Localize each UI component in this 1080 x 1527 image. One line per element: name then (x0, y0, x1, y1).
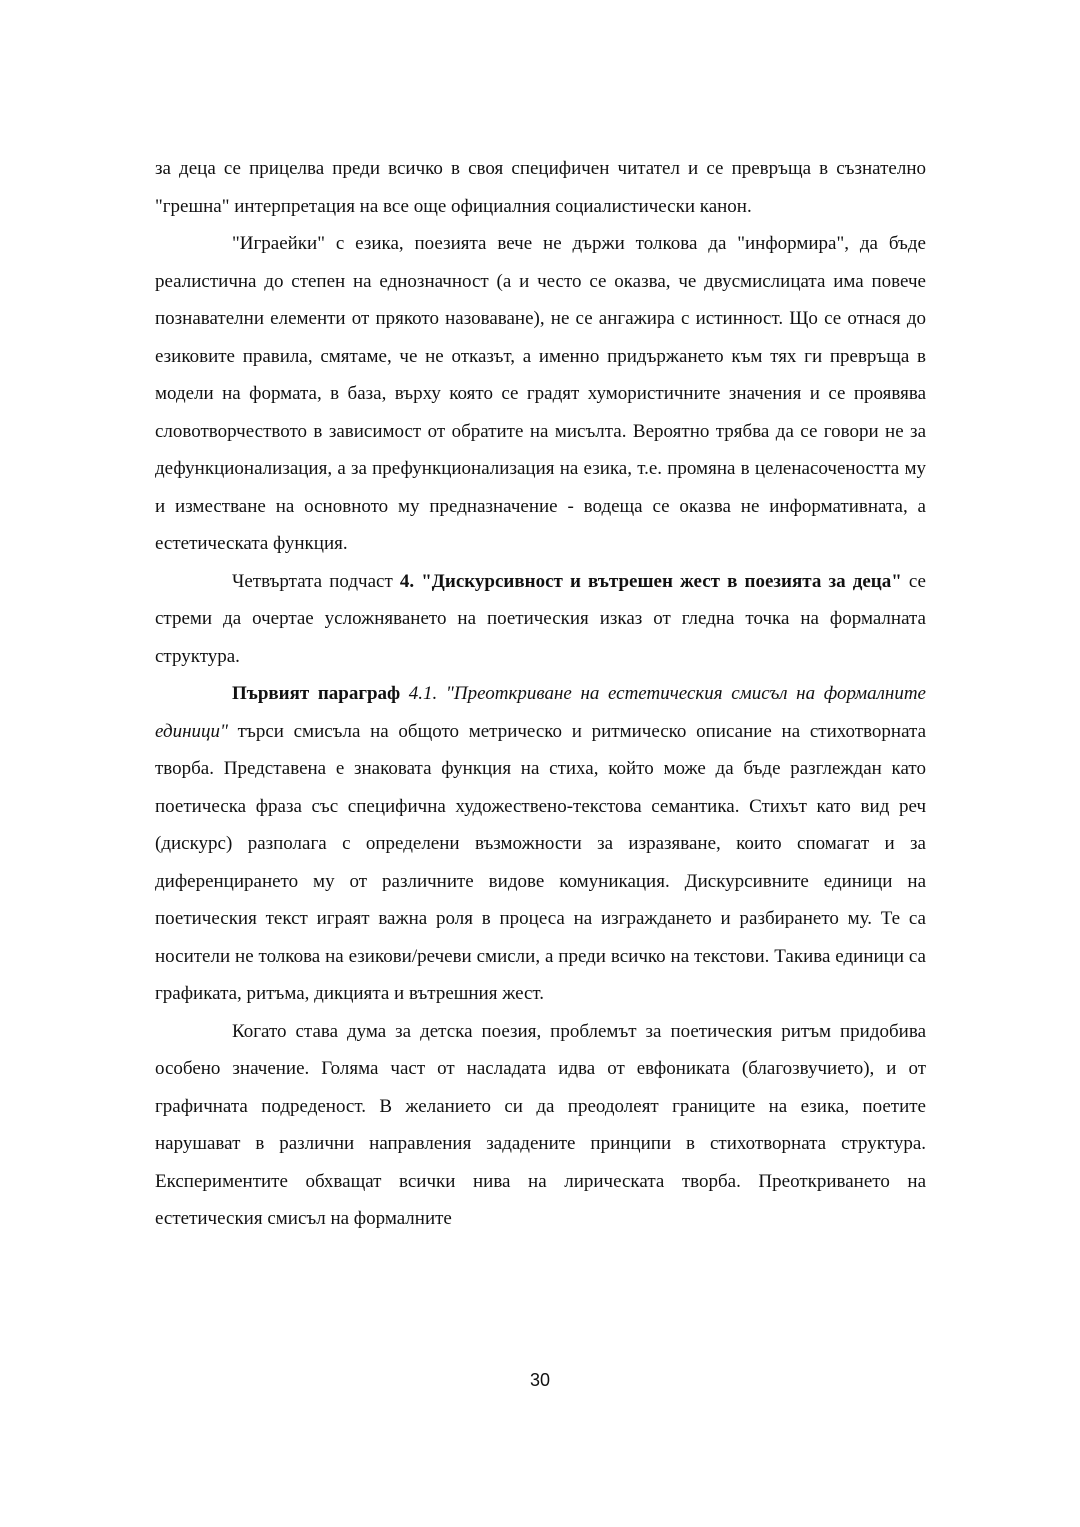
paragraph-first-section-rest: търси смисъла на общото метрическо и ритмическо описание на стихотворната творба. Представена е знаковата функция на стиха, който може да бъде разглеждан като поетическа фраза със специфична художествено-текстова семантика. Стихът като вид реч (дискурс) разполага с определени възможности за изразяване, които спомагат и за диференцирането му от различните видове комуникация. Дискурсивните единици на поетическия текст играят важна роля в процеса на изграждането и разбирането му. Те са носители не толкова на езикови/речеви смисли, а преди всичко на текстови. Такива единици са графиката, ритъма, дикцията и вътрешния жест. (155, 720, 926, 1004)
page-number: 30 (529, 1370, 551, 1390)
paragraph-continuation: за деца се прицелва преди всичко в своя специфичен читател и се превръща в съзнателно "грешна" интерпретация на все още официалния социалистически канон. (155, 158, 926, 217)
paragraph-language-play: "Играейки" с езика, поезията вече не държи толкова да "информира", да бъде реалистична до степен на еднозначност (а и често се оказва, че двусмислицата има повече познавателни елементи от прякото назоваване), не се ангажира с истинност. Що се отнася до езиковите правила, смятаме, че не отказът, а именно придържането към тях ги превръща в модели на формата, в база, върху която се градят хумористичните значения и се проявява словотворчеството в зависимост от обратите на мисълта. Вероятно трябва да се говори не за дефункционализация, а за префункционализация на езика, т.е. промяна в целенасочеността му и изместване на основното му предназначение - водеща се оказва не информативната, а естетическата функция. (155, 233, 926, 554)
paragraph-first-section (155, 675, 926, 1013)
paragraph-fourth-subpart (155, 563, 926, 676)
paragraph-fourth-subpart-rest: се стреми да очертае усложняването на поетическия изказ от гледна точка на формалната структура. (155, 570, 926, 667)
section-label: Първият параграф (232, 683, 401, 704)
section-title: 4.1. "Преоткриване на естетическия смисъл на формалните единици" (155, 683, 926, 742)
subpart-title: 4. "Дискурсивност и вътрешен жест в поезията за деца" (399, 570, 902, 592)
paragraph-children-poetry: Когато става дума за детска поезия, проблемът за поетическия ритъм придобива особено значение. Голяма част от насладата идва от евфониката (благозвучието), и от графичната подреденост. В желанието си да преодолеят границите на езика, поетите нарушават в различни направления зададените принципи в стихотворната структура. Експериментите обхващат всички нива на лирическата творба. Преоткриването на естетическия смисъл на формалните (155, 1020, 926, 1229)
paragraph-fourth-subpart-lead: Четвъртата подчаст (232, 570, 400, 592)
body-text (155, 150, 926, 1238)
